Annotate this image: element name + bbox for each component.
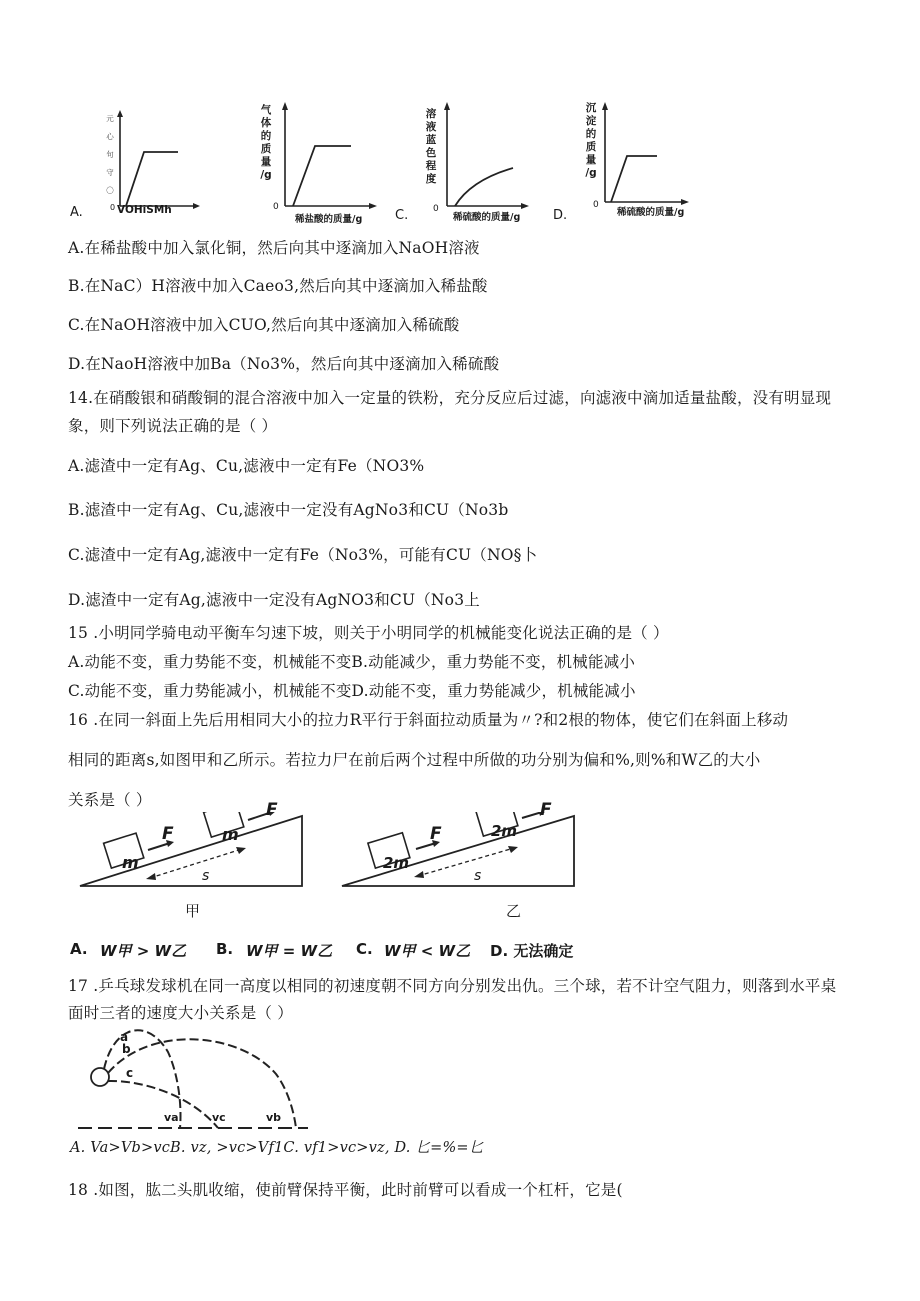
q16-option-c-expr: W甲 < W乙 <box>384 942 471 960</box>
q16-stem-2: 相同的距离s,如图甲和乙所示。若拉力尸在前后两个过程中所做的功分别为偏和%,则%和W乙的大小 <box>68 751 761 769</box>
incline-jia-m2-label: m <box>222 825 239 844</box>
q13-option-b: B.在NaC）H溶液中加入Caeo3,然后向其中逐滴加入稀盐酸 <box>68 277 488 295</box>
graph-a-xlabel: VOHiSMh <box>117 204 172 216</box>
graph-b-xlabel: 稀盐酸的质量/g <box>295 214 363 225</box>
q16-option-a-expr: W甲 > W乙 <box>100 942 187 960</box>
incline-figure-yi <box>338 800 582 922</box>
graph-c-option-label: C. <box>395 208 409 223</box>
incline-jia-drawing <box>76 812 310 892</box>
incline-yi-s-label: s <box>474 868 482 884</box>
q16-option-b-expr: W甲 = W乙 <box>246 942 333 960</box>
q16-option-d: D. 无法确定 <box>490 942 574 960</box>
graph-b <box>255 100 395 225</box>
incline-yi-f1-label: F <box>430 824 442 844</box>
incline-jia-caption: 甲 <box>185 902 201 920</box>
incline-yi-m1-label: 2m <box>383 854 410 872</box>
q14-option-b: B.滤渣中一定有Ag、Cu,滤液中一定没有AgNo3和CU（No3b <box>68 501 509 519</box>
graph-a-plot <box>116 110 200 210</box>
q14-option-c: C.滤渣中一定有Ag,滤液中一定有Fe（No3%，可能有CU（NO§卜 <box>68 546 538 564</box>
q14-option-a: A.滤渣中一定有Ag、Cu,滤液中一定有Fe（NO3% <box>68 457 425 475</box>
q17-options: A. Va>Vb>vcB. vz, >vc>Vf1C. vf1>vc>vz, D. 匕=%=匕 <box>70 1140 484 1156</box>
graph-a-origin: 0 <box>110 203 116 212</box>
projectile-label-b: b <box>122 1042 131 1056</box>
q16-option-c-label: C. <box>356 940 373 958</box>
incline-yi-f2-label: F <box>540 800 552 820</box>
graph-d-plot <box>599 102 689 208</box>
graph-c <box>395 100 535 225</box>
q13-option-c: C.在NaOH溶液中加入CUO,然后向其中逐滴加入稀硫酸 <box>68 316 460 334</box>
incline-jia-f2-label: F <box>266 800 278 820</box>
graph-b-origin: 0 <box>273 202 279 212</box>
incline-jia-m1-label: m <box>122 853 139 872</box>
graph-d-option-label: D. <box>553 208 568 223</box>
q16-option-a-label: A. <box>70 940 88 958</box>
projectile-label-a: a <box>120 1030 129 1044</box>
projectile-figure <box>70 1024 310 1136</box>
q13-option-a: A.在稀盐酸中加入氯化铜，然后向其中逐滴加入NaOH溶液 <box>68 239 480 257</box>
projectile-label-va: va <box>164 1111 179 1124</box>
graph-d-origin: 0 <box>593 200 599 210</box>
q17-stem-2: 面时三者的速度大小关系是（ ） <box>68 1004 293 1022</box>
incline-figure-jia <box>76 800 310 922</box>
q16-option-b-label: B. <box>216 940 234 958</box>
graph-d-xlabel: 稀硫酸的质量/g <box>617 207 685 218</box>
incline-yi-caption: 乙 <box>506 902 522 920</box>
q14-option-d: D.滤渣中一定有Ag,滤液中一定没有AgNO3和CU（No3上 <box>68 591 480 609</box>
q17-stem-1: 17 .乒乓球发球机在同一高度以相同的初速度朝不同方向分别发出仇。三个球，若不计空气阻力，则落到水平桌 <box>68 977 837 995</box>
graph-b-plot <box>279 102 377 210</box>
q16-stem-3: 关系是（ ） <box>68 791 152 809</box>
q15-options-cd: C.动能不变，重力势能减小，机械能不变D.动能不变，重力势能减少，机械能减小 <box>68 682 636 700</box>
graph-d <box>553 100 693 225</box>
q16-options <box>70 940 630 964</box>
graph-c-plot <box>441 102 529 210</box>
graph-c-ylabel: 溶 液 蓝 色 程 度 <box>425 108 437 185</box>
q18-stem: 18 .如图，肱二头肌收缩，使前臂保持平衡，此时前臂可以看成一个杠杆，它是( <box>68 1181 623 1199</box>
graph-a <box>70 100 200 225</box>
incline-yi-m2-label: 2m <box>491 822 518 840</box>
graph-a-option-label: A. <box>70 205 83 220</box>
q15-options-ab: A.动能不变，重力势能不变，机械能不变B.动能减少，重力势能不变，机械能减小 <box>68 653 636 671</box>
graph-a-ylabel: 元 心 句 守 〇 <box>106 114 114 195</box>
incline-jia-s-label: s <box>202 868 210 884</box>
projectile-label-vb: vb <box>266 1111 282 1124</box>
incline-yi-drawing <box>338 812 582 892</box>
q15-stem: 15 .小明同学骑电动平衡车匀速下坡，则关于小明同学的机械能变化说法正确的是（ ） <box>68 624 669 642</box>
q16-stem-1: 16 .在同一斜面上先后用相同大小的拉力R平行于斜面拉动质量为〃?和2根的物体，使它们在斜面上移动 <box>68 711 789 729</box>
projectile-label-c: c <box>126 1066 134 1080</box>
incline-jia-f1-label: F <box>162 824 174 844</box>
graph-b-ylabel: 气 体 的 质 量 /g <box>260 104 272 181</box>
graph-d-ylabel: 沉 淀 的 质 量 /g <box>585 102 597 179</box>
q14-stem-2: 象，则下列说法正确的是（ ） <box>68 417 278 435</box>
q14-stem-1: 14.在硝酸银和硝酸铜的混合溶液中加入一定量的铁粉，充分反应后过滤，向滤液中滴加适量盐酸，没有明显现 <box>68 389 832 407</box>
q13-option-d: D.在NaoH溶液中加Ba（No3%，然后向其中逐滴加入稀硫酸 <box>68 355 500 373</box>
projectile-label-vc: vc <box>212 1111 226 1124</box>
graph-c-origin: 0 <box>433 204 439 214</box>
graph-c-xlabel: 稀硫酸的质量/g <box>453 212 521 223</box>
